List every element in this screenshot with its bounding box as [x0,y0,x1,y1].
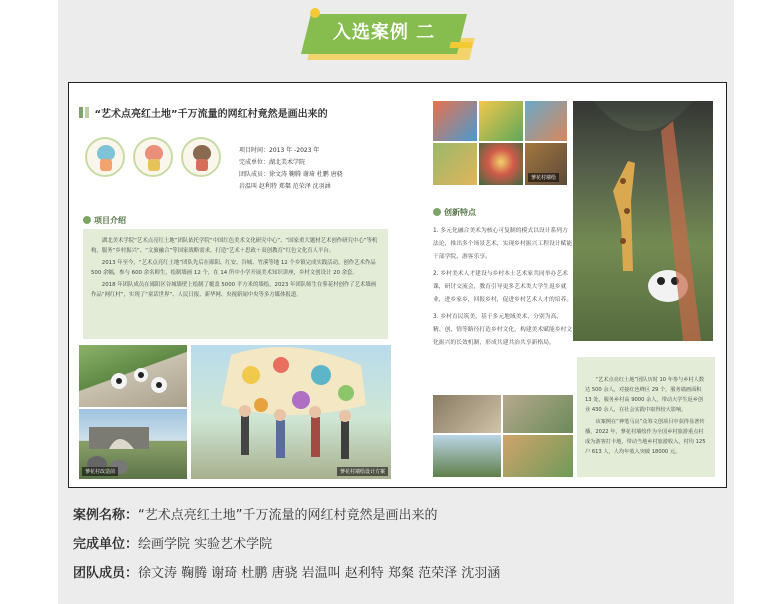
photo-mural-thumb [479,101,523,141]
bullet-dot-icon [433,208,441,216]
photo-mural-thumb [433,101,477,141]
case-poster [68,82,727,488]
photo-activity [433,435,501,477]
ribbon-dot-decoration [310,8,320,18]
poster-left-page [79,95,394,480]
intro-paragraph: 湖北美术学院“艺术点亮红土地”团队依托学院“中国红色美术文化研究中心”、“国家重大题材艺术创作研究中心”等机构，服务“乡村振兴”、“文旅融合”等国家战略需求，打造“艺术＋思政＋双创教育”红色文化育人平台。 [91,238,378,254]
info-case-name [73,504,438,523]
features-heading-text: 创新特点 [444,208,476,217]
project-meta [239,145,389,193]
title-bar-icon [85,107,89,118]
result-box [577,357,715,477]
panda-sculptures-illustration [79,345,187,407]
photo-mural-thumb [525,143,567,185]
poster-title [79,105,394,120]
photo-activity [433,395,501,433]
photo-mural-thumb [525,101,567,141]
title-bar-icon [79,107,83,118]
photo-wall-design [191,345,391,479]
features-list [433,225,573,354]
mascot-avatar [133,137,173,177]
intro-box [83,229,388,339]
photo-caption: 蓼花村墙绘 [528,173,559,182]
intro-heading [83,215,126,226]
info-value: 绘画学院 实验艺术学院 [138,537,273,552]
intro-paragraph: 2018 年团队成员在郧阳区谷城墙壁上绘制了覆盖 5000 平方米的墙绘，2023 年团队师生在蓼花村创作了艺术墙画作品“网红村”，实现了“童话世界”、人民日报、新华网、央视新闻中央等多方媒体报道。 [91,282,377,298]
wall-design-illustration [191,345,391,479]
info-value: 徐文涛 鞠腾 谢琦 杜鹏 唐骁 岩温叫 赵利特 郑粲 范荣泽 沈羽涵 [138,566,501,581]
info-label: 完成单位： [73,537,139,552]
photo-giraffe-mural [573,101,713,341]
meta-line: 完成单位：湖北美术学院 [239,159,306,166]
photo-caption: 蓼花村改造前 [82,467,118,476]
meta-line: 项目时间：2013 年 -2023 年 [239,147,320,154]
photo-caption: 蓼花村墙绘设计方案 [337,467,388,476]
feature-item: 3. 乡村育民筑美，基于多元地域美术，分别为高、精、创、情等路径打造乡村文化，构建美术赋能乡村文化振兴的长效机制，形成共建共治共享新格局。 [433,314,573,346]
info-value: “艺术点亮红土地”千万流量的网红村竟然是画出来的 [138,508,438,523]
giraffe-mural-illustration [573,101,713,341]
photo-activity [503,395,573,433]
features-heading [433,207,476,218]
mascot-avatar [181,137,221,177]
poster-right-page [429,95,719,480]
photo-mural-thumb [433,143,477,185]
info-label: 团队成员： [73,566,139,581]
mascot-avatar [85,137,125,177]
meta-line: 岩温叫 赵利特 郑粲 范荣泽 沈羽涵 [239,183,331,190]
info-team [73,562,500,581]
ribbon-label: 入选案例 二 [332,22,436,43]
info-unit [73,533,272,552]
intro-paragraph: 2013 年至今，“艺术点亮红土地”团队先后在郧阳、红安、谷城、竹溪等地 12 个乡镇完成实践活动，创作艺术作品 500 余幅，参与 600 余名师生，绘制墙画 12 个，在 14 所中小学开展美术知识讲座，乡村文创设计 20 余套。 [91,260,376,276]
info-label: 案例名称： [73,508,139,523]
photo-village-before [79,409,187,479]
feature-item: 1. 多元化融合美术为核心可复制的模式以设计系列方法论，推出多个场景艺术，实现乡村振兴工程设计赋能干部学院、游客乐享。 [433,228,573,260]
intro-heading-text: 项目介绍 [94,216,126,225]
meta-line: 团队成员：徐文涛 鞠腾 谢琦 杜鹏 唐骁 [239,171,343,178]
feature-item: 2. 乡村美术人才建设与乡村本土艺术家共同举办艺术课，研讨交流会，教育引导更多艺术类大学生返乡就业，进乡家乡，回报乡村，促进乡村艺术人才的培养。 [433,271,573,303]
poster-title-text: “艺术点亮红土地”千万流量的网红村竟然是画出来的 [94,109,328,120]
bullet-dot-icon [83,216,91,224]
photo-panda-sculptures [79,345,187,407]
section-ribbon [302,8,472,64]
result-paragraph: 该案例在“神笔马良”众筹文创项目中获得显著传播，2022 年，蓼花村墙绘作为全国乡村旅游重点村成为游客打卡地，带动当地乡村旅游收入，村均 125 户 613 人，人均年收入突破 18000 元。 [585,419,706,455]
result-paragraph: “艺术点亮红土地”团队历时 10 年参与乡村人数达 500 余人，对接红色峰区 29 个，服务墙画面积 13 处，服务乡村高 9000 余人，带动大学生返乡创业 430 余人，在社会实践中取得较大影响。 [585,377,705,413]
photo-mural-thumb [479,143,523,185]
photo-activity [503,435,573,477]
